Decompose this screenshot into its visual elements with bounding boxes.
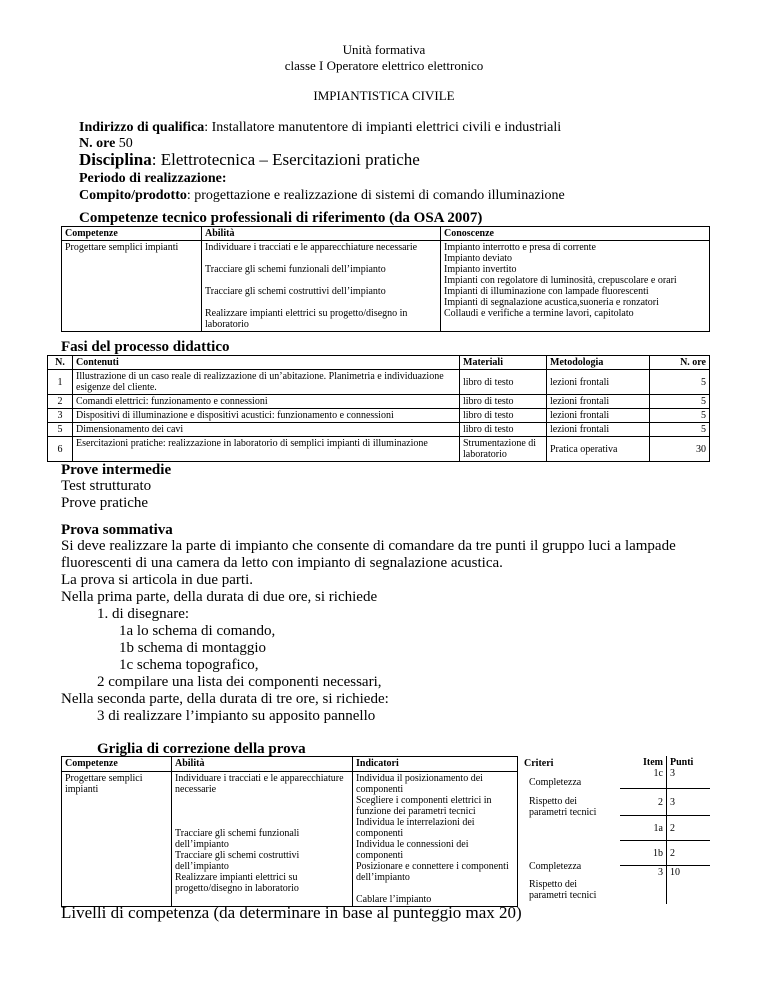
criteri-header: Criteri xyxy=(524,758,554,769)
conoscenza-item: Impianto deviato xyxy=(444,253,513,264)
fase-n: 3 xyxy=(48,409,73,423)
conoscenza-item: Collaudi e verifiche a termine lavori, capitolato xyxy=(444,308,634,319)
fase-n: 2 xyxy=(48,395,73,409)
indicatore-item: Individua le connessioni dei componenti xyxy=(356,839,469,861)
indicatore-item: Cablare l’impianto xyxy=(356,894,432,905)
griglia-col-competenze: Competenze xyxy=(62,757,172,772)
disciplina-line xyxy=(79,150,420,170)
abilita-item: Individuare i tracciati e le apparecchiature necessarie xyxy=(205,242,418,253)
fase-n: 1 xyxy=(48,370,73,395)
disciplina-label: Disciplina xyxy=(79,150,152,169)
fase-ore: 5 xyxy=(650,409,710,423)
livelli-competenza: Livelli di competenza (da determinare in base al punteggio max 20) xyxy=(61,903,522,922)
punti-value: 10 xyxy=(667,866,711,905)
sommativa-line: Nella seconda parte, della durata di tre ore, si richiede: xyxy=(61,691,389,707)
item-value: 1b xyxy=(620,841,667,866)
fase-n: 6 xyxy=(48,437,73,462)
competenze-header-row xyxy=(62,227,710,241)
griglia-abilita-item: Realizzare impianti elettrici su progetto/disegno in laboratorio xyxy=(175,872,299,894)
fase-contenuti: Dispositivi di illuminazione e dispositivi acustici: funzionamento e connessioni xyxy=(73,409,460,423)
indicatore-item: Individua le interrelazioni dei componenti xyxy=(356,817,475,839)
col-n: N. xyxy=(48,356,73,370)
punti-row xyxy=(620,789,710,816)
fase-ore: 30 xyxy=(650,437,710,462)
fase-materiali: libro di testo xyxy=(460,423,547,437)
conoscenza-item: Impianti con regolatore di luminosità, crepuscolare e orari xyxy=(444,275,677,286)
item-header: Item xyxy=(643,757,663,768)
sommativa-line: 1. di disegnare: xyxy=(97,606,190,622)
fasi-row xyxy=(48,395,710,409)
ore-label: N. ore xyxy=(79,136,116,151)
col-metodologia: Metodologia xyxy=(547,356,650,370)
prova-intermedia-item: Prove pratiche xyxy=(61,495,149,511)
indirizzo-value: : Installatore manutentore di impianti elettrici civili e industriali xyxy=(204,120,562,135)
griglia-indicatori-cell xyxy=(353,772,518,907)
header-class: classe I Operatore elettrico elettronico xyxy=(284,58,484,73)
fasi-row xyxy=(48,409,710,423)
fase-contenuti: Esercitazioni pratiche: realizzazione in laboratorio di semplici impianti di illuminazione xyxy=(73,437,460,462)
fase-contenuti: Comandi elettrici: funzionamento e connessioni xyxy=(73,395,460,409)
col-abilita: Abilità xyxy=(202,227,441,241)
griglia-body-row xyxy=(62,772,518,907)
griglia-col-abilita: Abilità xyxy=(172,757,353,772)
sommativa-line: 1b schema di montaggio xyxy=(119,640,267,656)
col-materiali: Materiali xyxy=(460,356,547,370)
fase-metodologia: lezioni frontali xyxy=(547,395,650,409)
sommativa-line: 2 compilare una lista dei componenti necessari, xyxy=(97,674,382,690)
ore-value: 50 xyxy=(115,136,133,151)
col-contenuti: Contenuti xyxy=(73,356,460,370)
griglia-table xyxy=(61,756,518,907)
abilita-item: Tracciare gli schemi costruttivi dell’impianto xyxy=(205,286,386,297)
indicatore-item: Individua il posizionamento dei componenti xyxy=(356,773,483,795)
abilita-cell xyxy=(202,241,441,332)
fase-contenuti: Illustrazione di un caso reale di realizzazione di un’abitazione. Planimetria e individuazione esigenze del cliente. xyxy=(73,370,460,395)
punti-row xyxy=(620,866,710,905)
sommativa-line: fluorescenti di una camera da letto con impianto di segnalazione acustica. xyxy=(61,555,503,571)
criterio-completezza: Completezza xyxy=(529,777,582,788)
punti-header: Punti xyxy=(670,757,694,768)
fase-contenuti: Dimensionamento dei cavi xyxy=(73,423,460,437)
fasi-row xyxy=(48,370,710,395)
fase-materiali: libro di testo xyxy=(460,409,547,423)
indicatore-item: Posizionare e connettere i componenti dell’impianto xyxy=(356,861,509,883)
sommativa-line: 1a lo schema di comando, xyxy=(119,623,276,639)
criterio-rispetto: Rispetto dei parametri tecnici xyxy=(529,796,597,818)
griglia-col-indicatori: Indicatori xyxy=(353,757,518,772)
header-subject: IMPIANTISTICA CIVILE xyxy=(313,88,455,103)
conoscenza-item: Impianto invertito xyxy=(444,264,517,275)
sommativa-line: La prova si articola in due parti. xyxy=(61,572,254,588)
conoscenza-item: Impianto interrotto e presa di corrente xyxy=(444,242,596,253)
fasi-header-row xyxy=(48,356,710,370)
col-conoscenze: Conoscenze xyxy=(441,227,710,241)
fase-n: 5 xyxy=(48,423,73,437)
fase-ore: 5 xyxy=(650,395,710,409)
indicatore-item: Scegliere i componenti elettrici in funzione dei parametri tecnici xyxy=(356,795,492,817)
col-ore: N. ore xyxy=(650,356,710,370)
punti-header-cell xyxy=(667,756,711,789)
fasi-row xyxy=(48,437,710,462)
criterio-rispetto: Rispetto dei parametri tecnici xyxy=(529,879,597,901)
prova-sommativa-title: Prova sommativa xyxy=(61,522,173,538)
abilita-item: Realizzare impianti elettrici su progetto/disegno in laboratorio xyxy=(205,308,408,330)
conoscenza-item: Impianti di illuminazione con lampade fluorescenti xyxy=(444,286,649,297)
punti-value: 3 xyxy=(670,768,675,779)
fase-metodologia: lezioni frontali xyxy=(547,370,650,395)
fase-materiali: Strumentazione di laboratorio xyxy=(460,437,547,462)
periodo-line xyxy=(79,171,226,187)
fase-ore: 5 xyxy=(650,370,710,395)
criterio-completezza: Completezza xyxy=(529,861,582,872)
fase-metodologia: lezioni frontali xyxy=(547,409,650,423)
prova-intermedia-item: Test strutturato xyxy=(61,478,152,494)
griglia-header-row xyxy=(62,757,518,772)
fase-materiali: libro di testo xyxy=(460,395,547,409)
fasi-row xyxy=(48,423,710,437)
compito-line xyxy=(79,188,565,204)
griglia-abilita-item: Individuare i tracciati e le apparecchiature necessarie xyxy=(175,773,344,795)
fase-materiali: libro di testo xyxy=(460,370,547,395)
fase-metodologia: Pratica operativa xyxy=(547,437,650,462)
disciplina-value: : Elettrotecnica – Esercitazioni pratiche xyxy=(151,150,420,169)
griglia-abilita-item: Tracciare gli schemi funzionali dell’impianto xyxy=(175,828,300,850)
indirizzo-label: Indirizzo di qualifica xyxy=(79,120,205,135)
conoscenza-item: Impianti di segnalazione acustica,suoneria e ronzatori xyxy=(444,297,659,308)
prove-intermedie-title: Prove intermedie xyxy=(61,462,172,478)
sommativa-line: 3 di realizzare l’impianto su apposito pannello xyxy=(97,708,376,724)
griglia-abilita-cell xyxy=(172,772,353,907)
griglia-title: Griglia di correzione della prova xyxy=(97,741,306,757)
sommativa-line: Nella prima parte, della durata di due ore, si richiede xyxy=(61,589,378,605)
punti-row xyxy=(620,841,710,866)
fasi-title: Fasi del processo didattico xyxy=(61,339,230,355)
competenze-row xyxy=(62,241,710,332)
compito-label: Compito/prodotto xyxy=(79,188,187,203)
compito-value: : progettazione e realizzazione di sistemi di comando illuminazione xyxy=(186,188,565,203)
griglia-col-criteri xyxy=(524,758,606,769)
item-value: 1c xyxy=(653,768,663,779)
periodo-label: Periodo di realizzazione: xyxy=(79,171,227,186)
item-value: 3 xyxy=(620,866,667,905)
fasi-table xyxy=(47,355,710,462)
punti-value: 3 xyxy=(667,789,711,816)
header-unit: Unità formativa xyxy=(342,42,426,57)
punti-row xyxy=(620,816,710,841)
item-value: 1a xyxy=(620,816,667,841)
sommativa-line: 1c schema topografico, xyxy=(119,657,259,673)
fase-metodologia: lezioni frontali xyxy=(547,423,650,437)
punti-header-row xyxy=(620,756,710,789)
indirizzo-line xyxy=(79,120,561,136)
griglia-competenza-cell: Progettare semplici impianti xyxy=(62,772,172,907)
punti-table xyxy=(620,756,710,904)
punti-value: 2 xyxy=(667,816,711,841)
griglia-abilita-item: Tracciare gli schemi costruttivi dell’impianto xyxy=(175,850,300,872)
conoscenze-cell xyxy=(441,241,710,332)
item-value: 2 xyxy=(620,789,667,816)
col-competenze: Competenze xyxy=(62,227,202,241)
fase-ore: 5 xyxy=(650,423,710,437)
competenza-cell: Progettare semplici impianti xyxy=(62,241,202,332)
competenze-title: Competenze tecnico professionali di riferimento (da OSA 2007) xyxy=(79,210,483,226)
sommativa-line: Si deve realizzare la parte di impianto che consente di comandare da tre punti il gruppo luci a lampade xyxy=(61,538,676,554)
competenze-table xyxy=(61,226,710,332)
item-header-cell xyxy=(620,756,667,789)
punti-value: 2 xyxy=(667,841,711,866)
abilita-item: Tracciare gli schemi funzionali dell’impianto xyxy=(205,264,386,275)
